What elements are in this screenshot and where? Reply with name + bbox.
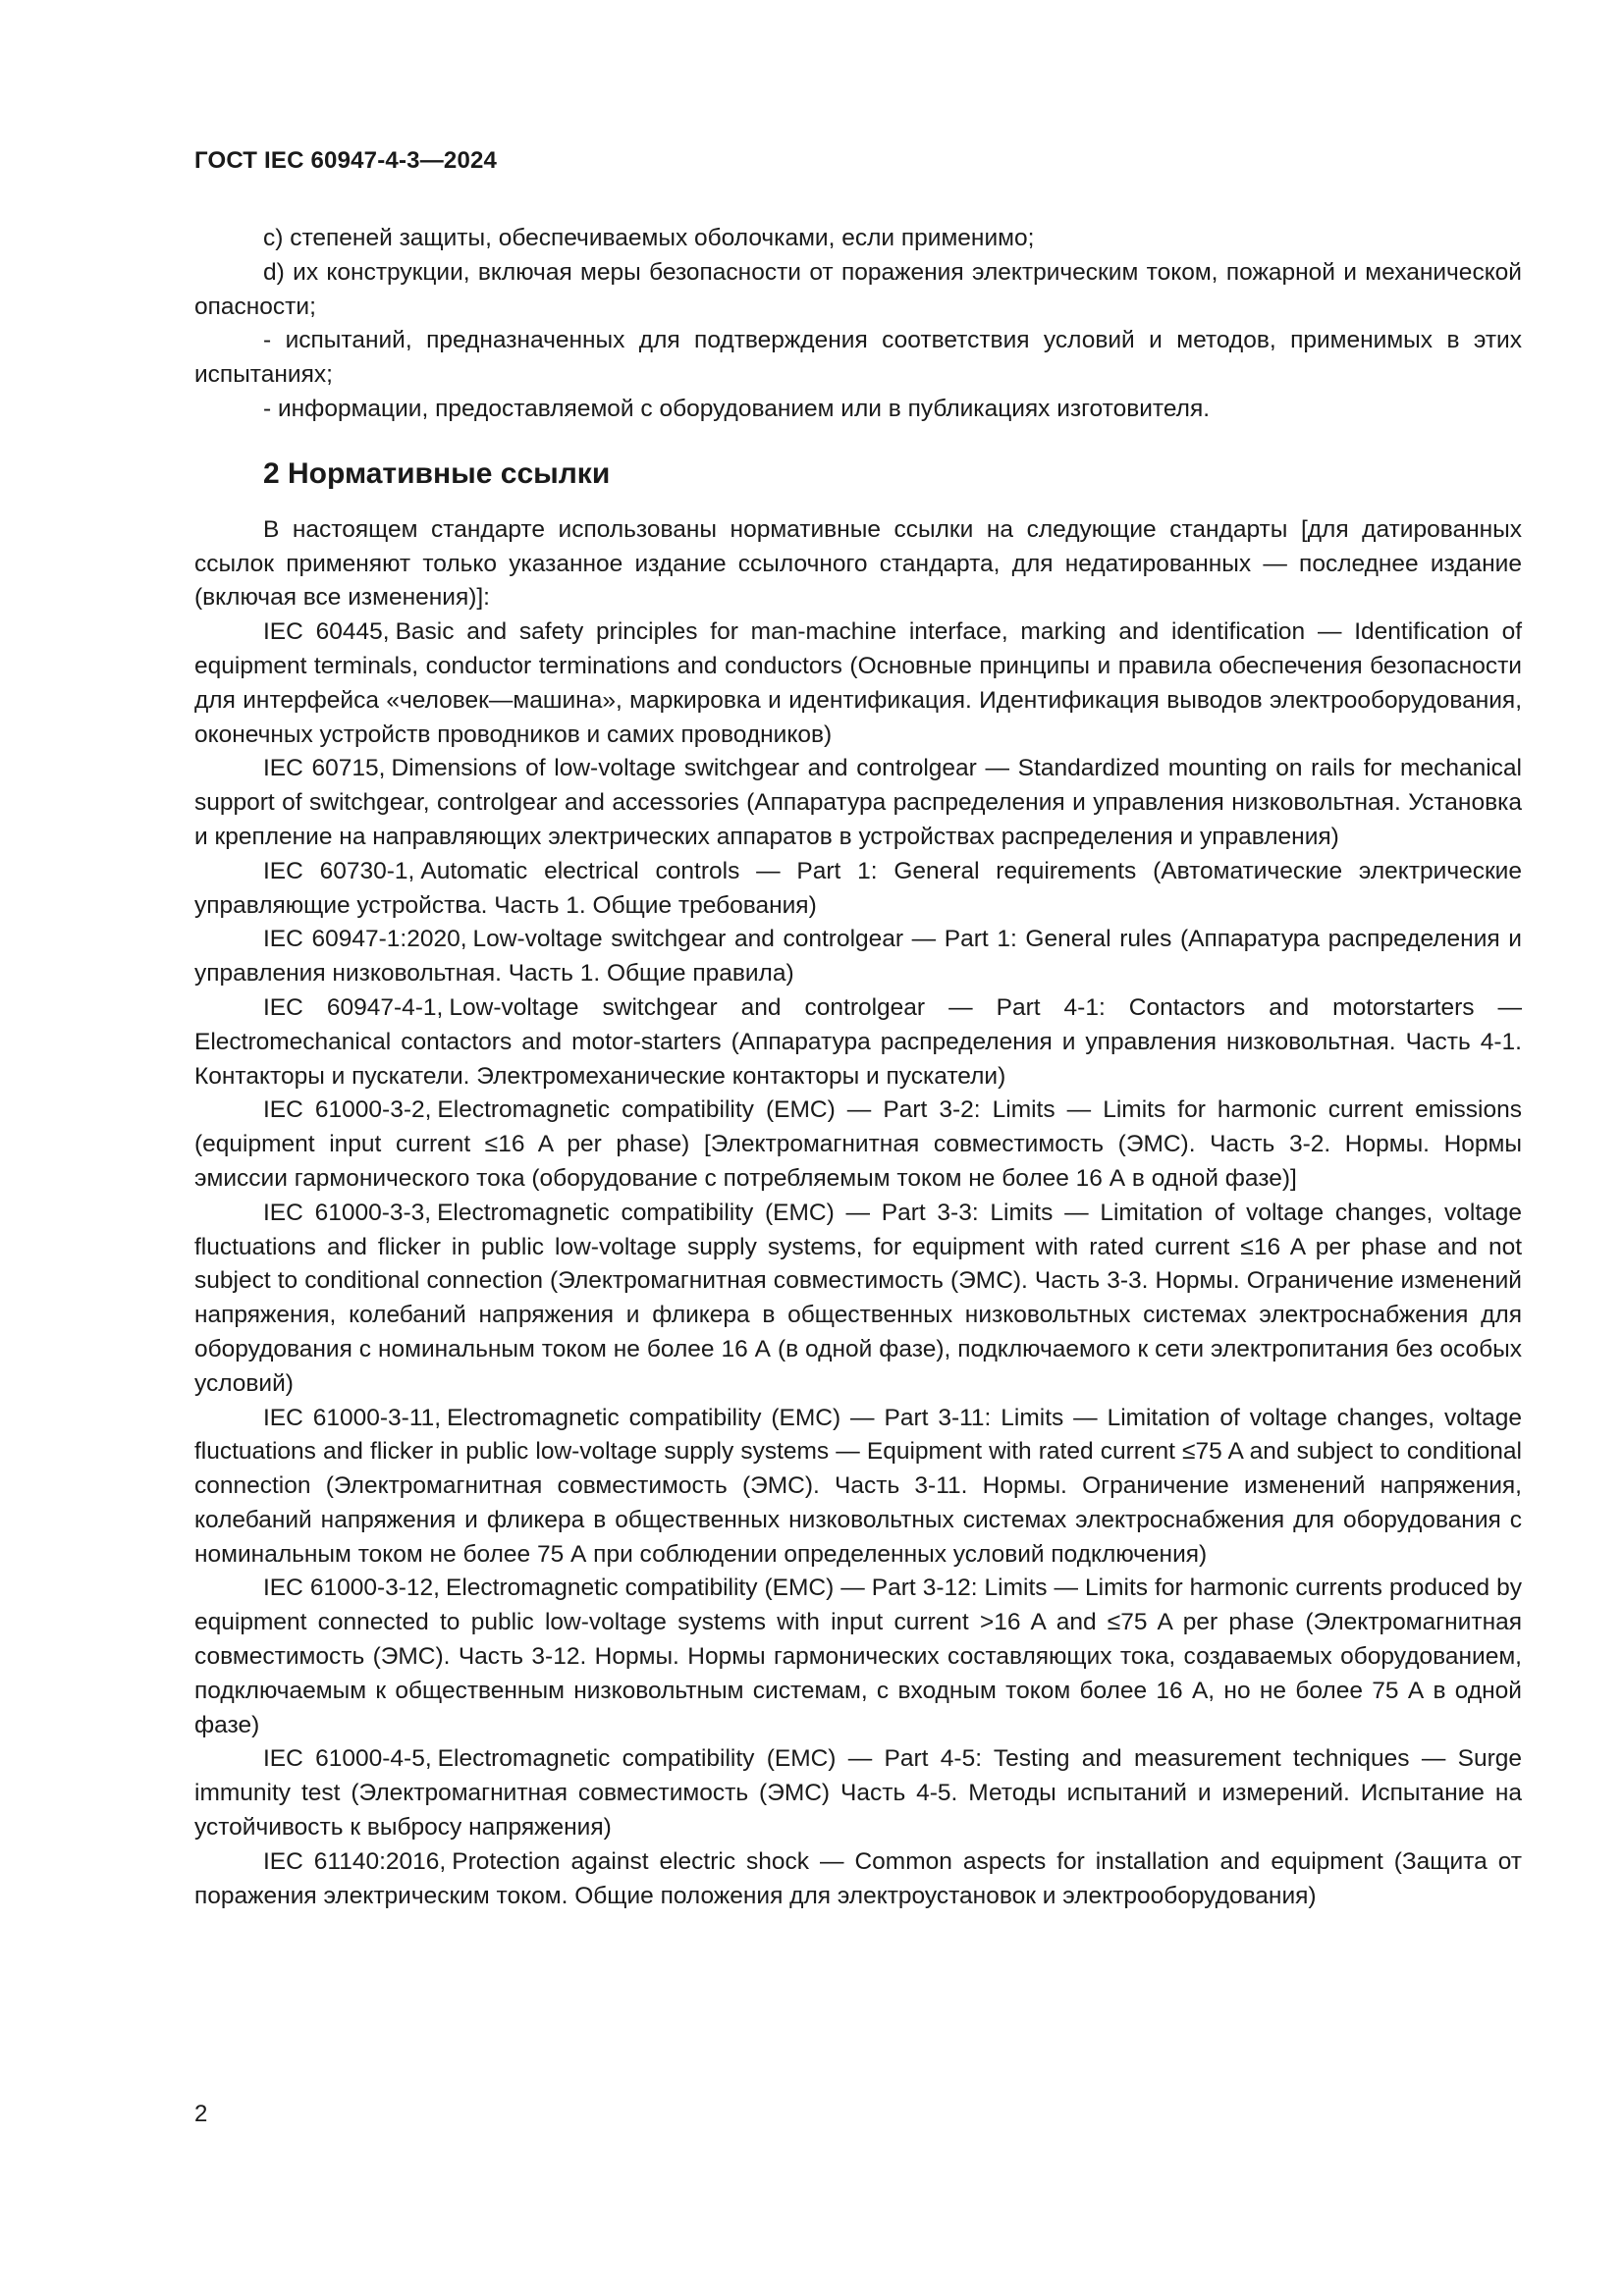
scope-item-d: d) их конструкции, включая меры безопасности от поражения электрическим током, пожарной и механической опасности; [194,258,1522,320]
reference-text: Protection against electric shock — Common aspects for installation and equipment (Защита от поражения электрическим током. Общие положения для электроустановок и электрооборудования) [194,1847,1522,1909]
reference-iec-60445 [194,615,1522,752]
reference-text: Automatic electrical controls — Part 1: General requirements (Автоматические электрические управляющие устройства. Часть 1. Общие требования) [194,857,1522,919]
reference-iec-61000-4-5 [194,1742,1522,1844]
reference-code: IEC 61000-4-5, [263,1745,432,1773]
reference-code: IEC 60947-1:2020, [263,926,467,953]
section-intro-paragraph: В настоящем стандарте использованы нормативные ссылки на следующие стандарты [для датированных ссылок применяют только указанное издание ссылочного стандарта, для недатированных — последнее издание (включая все изменения)]: [194,515,1522,612]
reference-text: Electromagnetic compatibility (EMC) — Part 3-2: Limits — Limits for harmonic current emissions (equipment input current ≤16 A per phase) [Электромагнитная совместимость (ЭМС). Часть 3-2. Нормы. Нормы эмиссии гармонического тока (оборудование с потребляемым током не более 16 А в одной фазе)] [194,1096,1522,1192]
page-number: 2 [194,2101,208,2127]
reference-text: Electromagnetic compatibility (EMC) — Part 3-11: Limits — Limitation of voltage changes, voltage fluctuations and flicker in public low-voltage supply systems — Equipment with rated current ≤75 A and subject to conditional connection (Электромагнитная совместимость (ЭМС). Часть 3-11. Нормы. Ограничение изменений напряжения, колебаний напряжения и фликера в общественных низковольтных системах электроснабжения для оборудования с номинальным током не более 75 А при соблюдении определенных условий подключения) [194,1404,1522,1568]
document-code-header: ГОСТ IEC 60947-4-3—2024 [194,147,498,174]
reference-code: IEC 60730-1, [263,857,415,884]
reference-code: IEC 60445, [263,618,390,646]
reference-code: IEC 61000-3-12, [263,1575,440,1602]
reference-text: Low-voltage switchgear and controlgear — Part 4-1: Contactors and motorstarters — Electromechanical contactors and motor-starters (Аппаратура распределения и управления низковольтная. Часть 4-1. Контакторы и пускатели. Электромеханические контакторы и пускатели) [194,993,1522,1090]
reference-code: IEC 60715, [263,755,386,782]
reference-code: IEC 61140:2016, [263,1847,447,1875]
reference-text: Electromagnetic compatibility (EMC) — Part 4-5: Testing and measurement techniques — Surge immunity test (Электромагнитная совместимость (ЭМС) Часть 4-5. Методы испытаний и измерений. Испытание на устойчивость к выбросу напряжения) [194,1745,1523,1842]
scope-item-information: - информации, предоставляемой с оборудованием или в публикациях изготовителя. [263,395,1211,422]
reference-text: Electromagnetic compatibility (EMC) — Part 3-12: Limits — Limits for harmonic currents produced by equipment connected to public low-voltage systems with input current >16 A and ≤75 A per phase (Электромагнитная совместимость (ЭМС). Часть 3-12. Нормы. Нормы гармонических составляющих тока, создаваемых оборудованием, подключаемым к общественным низковольтным системам, с входным током более 16 А, но не более 75 А в одной фазе) [194,1575,1522,1738]
reference-iec-61000-3-11 [194,1402,1522,1573]
section-heading-normative-references: 2 Нормативные ссылки [263,456,611,490]
reference-iec-61000-3-3 [194,1197,1522,1402]
reference-iec-60947-1 [194,923,1522,991]
reference-iec-61000-3-12 [194,1572,1522,1742]
page-content [194,222,1522,1913]
reference-iec-60715 [194,752,1522,854]
reference-code: IEC 61000-3-3, [263,1199,432,1226]
reference-code: IEC 60947-4-1, [263,993,444,1021]
reference-iec-60947-4-1 [194,991,1522,1094]
reference-iec-60730-1 [194,855,1522,924]
scope-item-c: c) степеней защиты, обеспечиваемых оболочками, если применимо; [263,225,1035,251]
reference-iec-61140 [194,1845,1522,1914]
reference-code: IEC 61000-3-2, [263,1096,432,1124]
reference-iec-61000-3-2 [194,1094,1522,1196]
scope-item-tests: - испытаний, предназначенных для подтверждения соответствия условий и методов, применимых в этих испытаниях; [194,327,1522,389]
reference-text: Dimensions of low-voltage switchgear and controlgear — Standardized mounting on rails for mechanical support of switchgear, controlgear and accessories (Аппаратура распределения и управления низковольтная. Установка и крепление на направляющих электрических аппаратов в устройствах распределения и управления) [194,755,1522,850]
reference-text: Basic and safety principles for man-machine interface, marking and identification — Identification of equipment terminals, conductor terminations and conductors (Основные принципы и правила обеспечения безопасности для интерфейса «человек—машина», маркировка и идентификация. Идентификация выводов электрооборудования, оконечных устройств проводников и самих проводников) [194,618,1522,748]
reference-code: IEC 61000-3-11, [263,1404,442,1431]
reference-text: Electromagnetic compatibility (EMC) — Part 3-3: Limits — Limitation of voltage changes, voltage fluctuations and flicker in public low-voltage supply systems, for equipment with rated current ≤16 A per phase and not subject to conditional connection (Электромагнитная совместимость (ЭМС). Часть 3-3. Нормы. Ограничение изменений напряжения, колебаний напряжения и фликера в общественных низковольтных системах электроснабжения для оборудования с номинальным током не более 16 А (в одной фазе), подключаемого к сети электропитания без особых условий) [194,1199,1523,1397]
reference-text: Low-voltage switchgear and controlgear — Part 1: General rules (Аппаратура распределения и управления низковольтная. Часть 1. Общие правила) [194,926,1522,988]
